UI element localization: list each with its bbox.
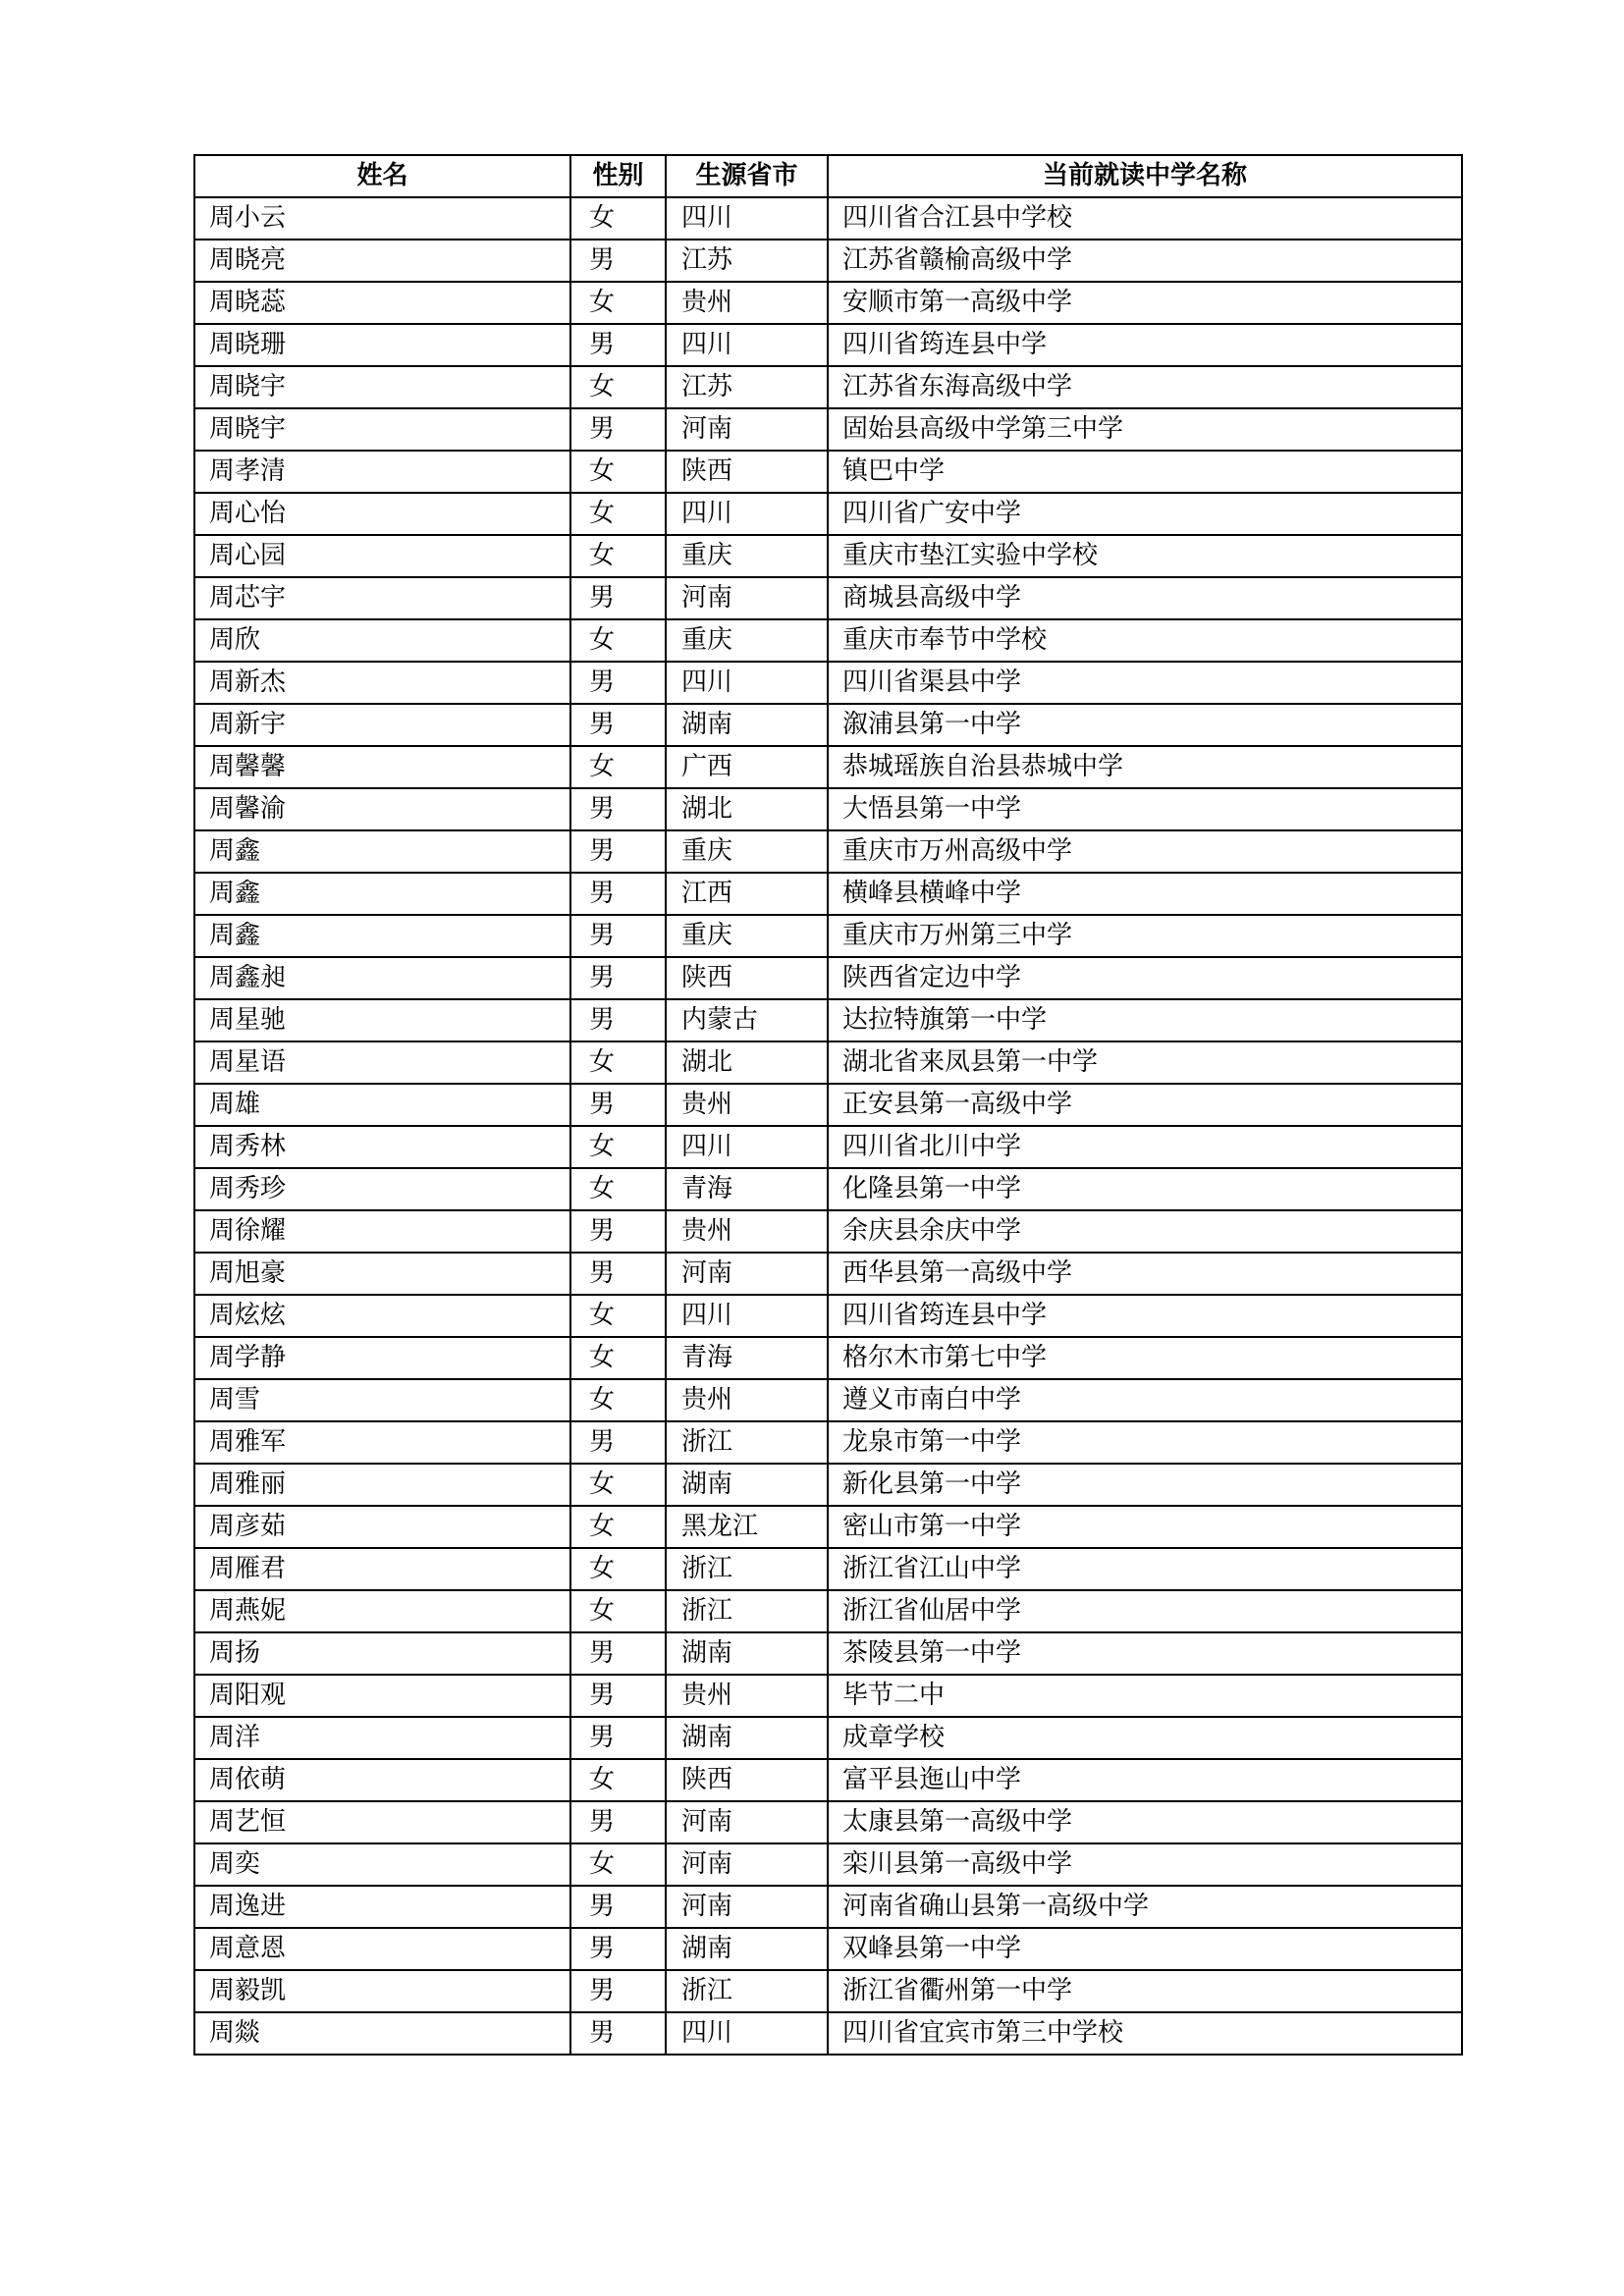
cell-name: 周炫炫 (194, 1295, 570, 1337)
table-row (194, 957, 1462, 999)
table-row (194, 662, 1462, 704)
cell-school: 四川省广安中学 (828, 493, 1462, 535)
cell-gender: 男 (570, 1675, 666, 1717)
table-row (194, 2012, 1462, 2055)
cell-province: 湖南 (666, 704, 828, 746)
cell-gender: 男 (570, 830, 666, 873)
cell-gender: 男 (570, 999, 666, 1041)
cell-province: 重庆 (666, 830, 828, 873)
cell-province: 湖北 (666, 788, 828, 830)
table-row (194, 915, 1462, 957)
cell-gender: 女 (570, 1379, 666, 1421)
cell-name: 周鑫 (194, 873, 570, 915)
table-body (194, 197, 1462, 2055)
cell-province: 浙江 (666, 1548, 828, 1590)
cell-school: 湖北省来凤县第一中学 (828, 1041, 1462, 1084)
cell-school: 龙泉市第一中学 (828, 1421, 1462, 1464)
cell-province: 湖南 (666, 1717, 828, 1759)
cell-name: 周学静 (194, 1337, 570, 1379)
cell-name: 周洋 (194, 1717, 570, 1759)
cell-name: 周秀林 (194, 1126, 570, 1168)
cell-province: 陕西 (666, 957, 828, 999)
cell-province: 浙江 (666, 1590, 828, 1632)
cell-school: 重庆市奉节中学校 (828, 619, 1462, 662)
cell-gender: 男 (570, 1886, 666, 1928)
cell-province: 青海 (666, 1337, 828, 1379)
table-row (194, 1295, 1462, 1337)
cell-gender: 女 (570, 1548, 666, 1590)
table-row (194, 1717, 1462, 1759)
header-school: 当前就读中学名称 (828, 155, 1462, 197)
cell-school: 新化县第一中学 (828, 1464, 1462, 1506)
cell-name: 周小云 (194, 197, 570, 240)
cell-province: 贵州 (666, 1379, 828, 1421)
cell-gender: 男 (570, 915, 666, 957)
cell-gender: 女 (570, 1168, 666, 1210)
cell-gender: 女 (570, 1041, 666, 1084)
table-row (194, 535, 1462, 577)
cell-school: 横峰县横峰中学 (828, 873, 1462, 915)
cell-name: 周星语 (194, 1041, 570, 1084)
cell-school: 栾川县第一高级中学 (828, 1843, 1462, 1886)
cell-gender: 男 (570, 1084, 666, 1126)
cell-name: 周秀珍 (194, 1168, 570, 1210)
cell-gender: 男 (570, 408, 666, 451)
cell-name: 周燚 (194, 2012, 570, 2055)
cell-school: 重庆市万州第三中学 (828, 915, 1462, 957)
cell-province: 浙江 (666, 1421, 828, 1464)
table-row (194, 408, 1462, 451)
cell-name: 周雄 (194, 1084, 570, 1126)
table-row (194, 746, 1462, 788)
cell-gender: 男 (570, 662, 666, 704)
table-row (194, 704, 1462, 746)
cell-gender: 女 (570, 493, 666, 535)
cell-province: 贵州 (666, 1210, 828, 1253)
cell-province: 四川 (666, 662, 828, 704)
cell-province: 贵州 (666, 282, 828, 324)
table-row (194, 999, 1462, 1041)
table-row (194, 1843, 1462, 1886)
table-row (194, 1210, 1462, 1253)
cell-name: 周孝清 (194, 451, 570, 493)
cell-name: 周旭豪 (194, 1253, 570, 1295)
cell-name: 周新宇 (194, 704, 570, 746)
cell-province: 河南 (666, 1253, 828, 1295)
cell-school: 四川省筠连县中学 (828, 1295, 1462, 1337)
cell-province: 湖南 (666, 1464, 828, 1506)
table-row (194, 1464, 1462, 1506)
cell-province: 河南 (666, 1843, 828, 1886)
cell-gender: 女 (570, 1464, 666, 1506)
cell-name: 周新杰 (194, 662, 570, 704)
cell-gender: 男 (570, 577, 666, 619)
cell-name: 周晓宇 (194, 366, 570, 408)
cell-name: 周扬 (194, 1632, 570, 1675)
cell-gender: 男 (570, 1970, 666, 2012)
cell-school: 固始县高级中学第三中学 (828, 408, 1462, 451)
cell-province: 湖南 (666, 1928, 828, 1970)
cell-school: 毕节二中 (828, 1675, 1462, 1717)
cell-province: 河南 (666, 1801, 828, 1843)
cell-province: 青海 (666, 1168, 828, 1210)
cell-province: 四川 (666, 1126, 828, 1168)
cell-province: 重庆 (666, 619, 828, 662)
cell-name: 周星驰 (194, 999, 570, 1041)
cell-gender: 女 (570, 619, 666, 662)
cell-province: 江西 (666, 873, 828, 915)
cell-name: 周鑫 (194, 915, 570, 957)
cell-name: 周雁君 (194, 1548, 570, 1590)
cell-province: 黑龙江 (666, 1506, 828, 1548)
cell-name: 周晓亮 (194, 240, 570, 282)
cell-province: 贵州 (666, 1084, 828, 1126)
cell-province: 江苏 (666, 366, 828, 408)
cell-name: 周馨馨 (194, 746, 570, 788)
header-name: 姓名 (194, 155, 570, 197)
table-row (194, 1759, 1462, 1801)
table-row (194, 1970, 1462, 2012)
cell-school: 陕西省定边中学 (828, 957, 1462, 999)
cell-school: 重庆市万州高级中学 (828, 830, 1462, 873)
cell-name: 周奕 (194, 1843, 570, 1886)
cell-school: 安顺市第一高级中学 (828, 282, 1462, 324)
table-row (194, 1886, 1462, 1928)
cell-name: 周艺恒 (194, 1801, 570, 1843)
table-row (194, 1632, 1462, 1675)
cell-name: 周雪 (194, 1379, 570, 1421)
table-row (194, 1506, 1462, 1548)
cell-gender: 男 (570, 957, 666, 999)
table-row (194, 873, 1462, 915)
cell-name: 周燕妮 (194, 1590, 570, 1632)
cell-name: 周欣 (194, 619, 570, 662)
cell-school: 余庆县余庆中学 (828, 1210, 1462, 1253)
cell-gender: 男 (570, 1421, 666, 1464)
table-row (194, 324, 1462, 366)
table-row (194, 493, 1462, 535)
cell-gender: 女 (570, 282, 666, 324)
table-row (194, 240, 1462, 282)
table-row (194, 1928, 1462, 1970)
table-row (194, 451, 1462, 493)
header-gender: 性别 (570, 155, 666, 197)
cell-gender: 女 (570, 1337, 666, 1379)
cell-province: 四川 (666, 2012, 828, 2055)
cell-school: 河南省确山县第一高级中学 (828, 1886, 1462, 1928)
cell-province: 河南 (666, 1886, 828, 1928)
cell-school: 四川省北川中学 (828, 1126, 1462, 1168)
cell-school: 江苏省赣榆高级中学 (828, 240, 1462, 282)
cell-name: 周馨渝 (194, 788, 570, 830)
table-row (194, 577, 1462, 619)
table-row (194, 1590, 1462, 1632)
cell-province: 四川 (666, 324, 828, 366)
table-row (194, 1379, 1462, 1421)
cell-gender: 男 (570, 1253, 666, 1295)
cell-school: 西华县第一高级中学 (828, 1253, 1462, 1295)
table-row (194, 366, 1462, 408)
cell-school: 浙江省仙居中学 (828, 1590, 1462, 1632)
cell-school: 格尔木市第七中学 (828, 1337, 1462, 1379)
cell-gender: 女 (570, 1295, 666, 1337)
table-row (194, 1126, 1462, 1168)
cell-gender: 女 (570, 1590, 666, 1632)
cell-school: 浙江省江山中学 (828, 1548, 1462, 1590)
cell-province: 浙江 (666, 1970, 828, 2012)
cell-gender: 女 (570, 1506, 666, 1548)
cell-name: 周芯宇 (194, 577, 570, 619)
cell-name: 周鑫昶 (194, 957, 570, 999)
cell-gender: 男 (570, 1801, 666, 1843)
cell-gender: 女 (570, 1759, 666, 1801)
cell-province: 河南 (666, 577, 828, 619)
cell-gender: 女 (570, 1843, 666, 1886)
cell-name: 周雅军 (194, 1421, 570, 1464)
cell-school: 恭城瑶族自治县恭城中学 (828, 746, 1462, 788)
cell-gender: 男 (570, 1632, 666, 1675)
cell-gender: 男 (570, 704, 666, 746)
cell-province: 重庆 (666, 915, 828, 957)
cell-gender: 男 (570, 240, 666, 282)
cell-province: 四川 (666, 1295, 828, 1337)
cell-province: 四川 (666, 197, 828, 240)
cell-school: 富平县迤山中学 (828, 1759, 1462, 1801)
table-row (194, 1168, 1462, 1210)
cell-gender: 女 (570, 1126, 666, 1168)
table-row (194, 1421, 1462, 1464)
cell-school: 江苏省东海高级中学 (828, 366, 1462, 408)
cell-name: 周彦茹 (194, 1506, 570, 1548)
cell-province: 陕西 (666, 1759, 828, 1801)
cell-gender: 女 (570, 535, 666, 577)
cell-gender: 女 (570, 197, 666, 240)
cell-province: 内蒙古 (666, 999, 828, 1041)
cell-name: 周晓宇 (194, 408, 570, 451)
cell-school: 化隆县第一中学 (828, 1168, 1462, 1210)
header-province: 生源省市 (666, 155, 828, 197)
cell-province: 湖南 (666, 1632, 828, 1675)
cell-school: 双峰县第一中学 (828, 1928, 1462, 1970)
cell-school: 密山市第一中学 (828, 1506, 1462, 1548)
table-header-row (194, 155, 1462, 197)
cell-name: 周鑫 (194, 830, 570, 873)
cell-gender: 男 (570, 788, 666, 830)
cell-school: 大悟县第一中学 (828, 788, 1462, 830)
cell-province: 陕西 (666, 451, 828, 493)
cell-gender: 女 (570, 451, 666, 493)
cell-name: 周徐耀 (194, 1210, 570, 1253)
table-row (194, 788, 1462, 830)
table-row (194, 1675, 1462, 1717)
cell-name: 周晓珊 (194, 324, 570, 366)
cell-school: 四川省渠县中学 (828, 662, 1462, 704)
cell-province: 贵州 (666, 1675, 828, 1717)
table-row (194, 197, 1462, 240)
cell-province: 重庆 (666, 535, 828, 577)
cell-province: 河南 (666, 408, 828, 451)
cell-school: 重庆市垫江实验中学校 (828, 535, 1462, 577)
cell-gender: 男 (570, 1717, 666, 1759)
table-row (194, 1253, 1462, 1295)
cell-gender: 男 (570, 1928, 666, 1970)
cell-school: 茶陵县第一中学 (828, 1632, 1462, 1675)
table-row (194, 619, 1462, 662)
cell-school: 成章学校 (828, 1717, 1462, 1759)
roster-page (193, 154, 1461, 2056)
cell-school: 镇巴中学 (828, 451, 1462, 493)
cell-school: 遵义市南白中学 (828, 1379, 1462, 1421)
cell-school: 达拉特旗第一中学 (828, 999, 1462, 1041)
table-row (194, 1801, 1462, 1843)
table-row (194, 1548, 1462, 1590)
table-row (194, 1337, 1462, 1379)
table-row (194, 1041, 1462, 1084)
cell-province: 湖北 (666, 1041, 828, 1084)
cell-gender: 男 (570, 873, 666, 915)
cell-gender: 男 (570, 1210, 666, 1253)
cell-name: 周晓蕊 (194, 282, 570, 324)
cell-school: 太康县第一高级中学 (828, 1801, 1462, 1843)
cell-gender: 男 (570, 324, 666, 366)
table-row (194, 830, 1462, 873)
cell-school: 商城县高级中学 (828, 577, 1462, 619)
cell-name: 周依萌 (194, 1759, 570, 1801)
cell-province: 四川 (666, 493, 828, 535)
cell-school: 浙江省衢州第一中学 (828, 1970, 1462, 2012)
table-row (194, 1084, 1462, 1126)
cell-name: 周毅凯 (194, 1970, 570, 2012)
cell-gender: 女 (570, 746, 666, 788)
cell-province: 广西 (666, 746, 828, 788)
cell-school: 正安县第一高级中学 (828, 1084, 1462, 1126)
cell-name: 周心怡 (194, 493, 570, 535)
cell-name: 周阳观 (194, 1675, 570, 1717)
cell-name: 周心园 (194, 535, 570, 577)
cell-school: 四川省筠连县中学 (828, 324, 1462, 366)
cell-gender: 男 (570, 2012, 666, 2055)
cell-name: 周雅丽 (194, 1464, 570, 1506)
cell-school: 溆浦县第一中学 (828, 704, 1462, 746)
table-row (194, 282, 1462, 324)
student-roster-table (193, 154, 1463, 2056)
cell-name: 周逸进 (194, 1886, 570, 1928)
cell-gender: 女 (570, 366, 666, 408)
cell-school: 四川省合江县中学校 (828, 197, 1462, 240)
cell-province: 江苏 (666, 240, 828, 282)
cell-school: 四川省宜宾市第三中学校 (828, 2012, 1462, 2055)
cell-name: 周意恩 (194, 1928, 570, 1970)
